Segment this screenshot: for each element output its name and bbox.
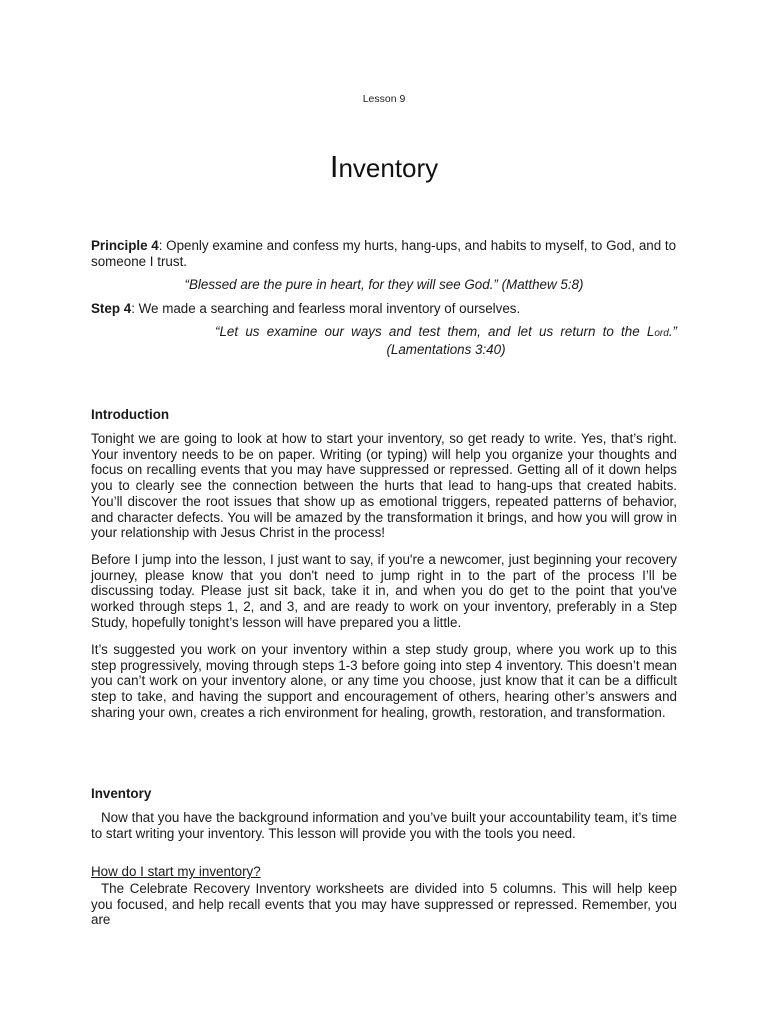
title-initial: I — [329, 149, 339, 184]
principle-text: : Openly examine and confess my hurts, hang-ups, and habits to myself, to God, and to someone I trust. — [91, 238, 677, 269]
lesson-label: Lesson 9 — [362, 93, 406, 105]
page-title — [0, 150, 768, 185]
inventory-subheading: How do I start my inventory? — [91, 864, 261, 879]
introduction-paragraph-3: It’s suggested you work on your inventory within a step study group, where you work up to this step progressively, moving through steps 1-3 before going into step 4 inventory. This doesn’t mean you can’t work on your inventory alone, or any time you choose, just know that it can be a difficult step to take, and having the support and encouragement of others, hearing other’s answers and sharing your own, creates a rich environment for healing, growth, restoration, and transformation. — [91, 642, 677, 720]
introduction-paragraph-1: Tonight we are going to look at how to start your inventory, so get ready to write. Yes, that’s right. Your inventory needs to be on paper. Writing (or typing) will help you organize your thoughts and focus on recalling events that you may have suppressed or repressed. Getting all of it down helps you to clearly see the connection between the hurts that lead to hang-ups that created habits. You’ll discover the root issues that show up as emotional triggers, repeated patterns of behavior, and character defects. You will be amazed by the transformation it brings, and how you will grow in your relationship with Jesus Christ in the process! — [91, 431, 677, 541]
principle-label: Principle 4 — [91, 238, 159, 253]
inventory-heading: Inventory — [91, 786, 152, 801]
step-quote — [91, 324, 677, 357]
step-quote-smallcaps: ord — [654, 328, 669, 339]
step-paragraph — [91, 301, 677, 317]
inventory-paragraph-2: The Celebrate Recovery Inventory worksheets are divided into 5 columns. This will help keep you focused, and help recall events that you may have suppressed or repressed. Remember, you are — [91, 881, 677, 928]
inventory-paragraph: Now that you have the background information and you’ve built your accountability team, it’s time to start writing your inventory. This lesson will provide you with the tools you need. — [91, 810, 677, 841]
principle-paragraph — [91, 238, 677, 269]
step-quote-main: “Let us examine our ways and test them, and let us return to the L — [215, 324, 655, 339]
step-quote-ref: (Lamentations 3:40) — [386, 341, 506, 357]
title-rest: nventory — [338, 153, 439, 183]
principle-quote: “Blessed are the pure in heart, for they will see God.” (Matthew 5:8) — [184, 277, 584, 292]
step-label: Step 4 — [91, 301, 132, 316]
step-block — [91, 301, 677, 317]
introduction-heading: Introduction — [91, 407, 170, 422]
step-text: : We made a searching and fearless moral inventory of ourselves. — [131, 301, 521, 316]
principle-block — [91, 238, 677, 269]
introduction-paragraph-2: Before I jump into the lesson, I just want to say, if you're a newcomer, just beginning your recovery journey, please know that you don't need to jump right in to the part of the process I’ll be discussing today. Please just sit back, take it in, and when you do get to the point that you've worked through steps 1, 2, and 3, and are ready to work on your inventory, preferably in a Step Study, hopefully tonight’s lesson will have prepared you a little. — [91, 552, 677, 630]
step-quote-end: .” — [668, 324, 677, 339]
step-quote-line — [215, 324, 677, 342]
